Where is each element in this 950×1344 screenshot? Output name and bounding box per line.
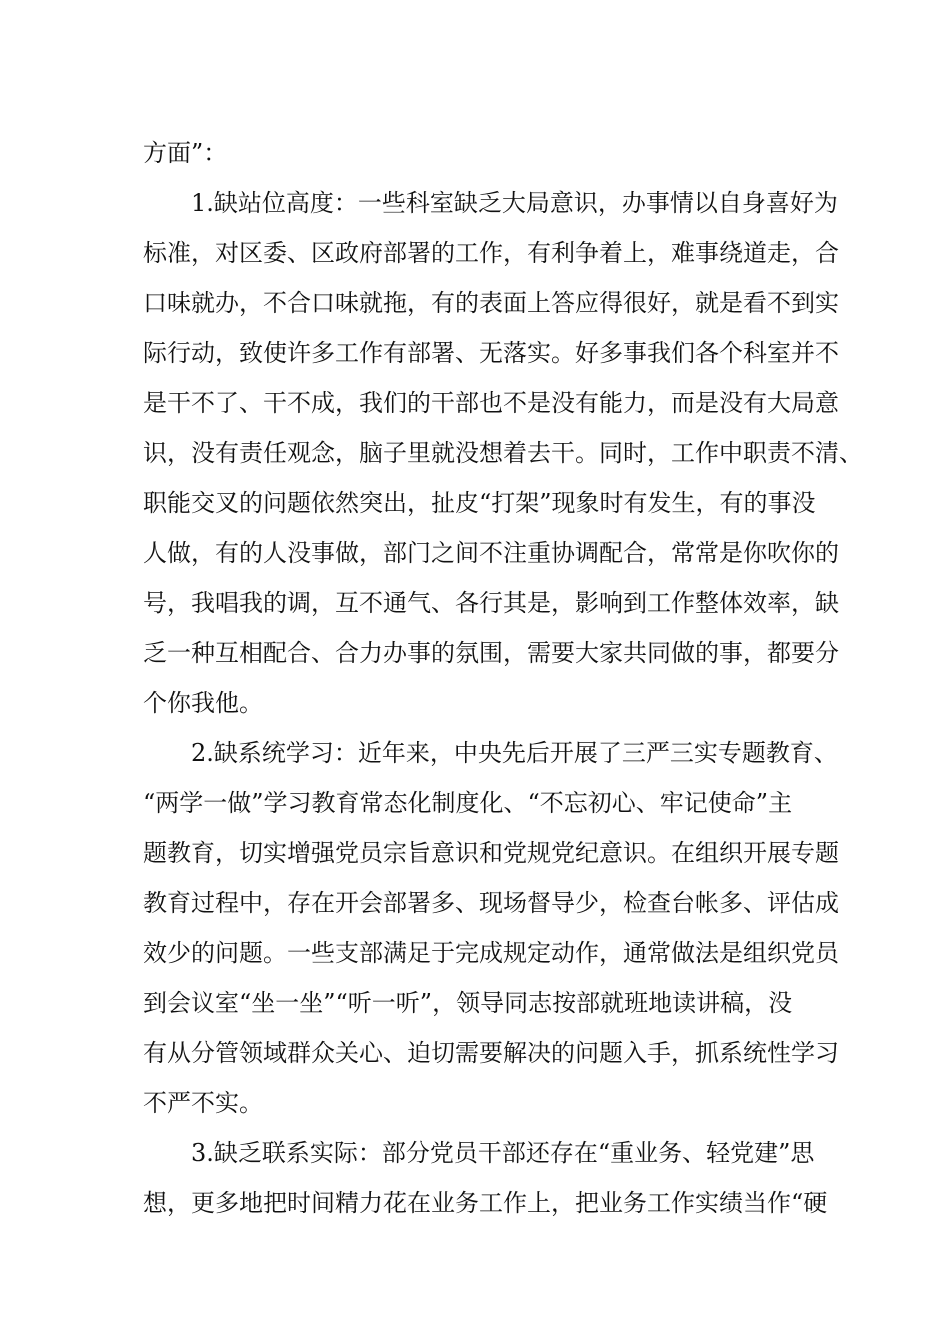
text-line: 是干不了、干不成，我们的干部也不是没有能力，而是没有大局意 xyxy=(143,389,839,417)
paragraph-3-first-line: 3.缺乏联系实际：部分党员干部还存在“重业务、轻党建”思 xyxy=(191,1139,815,1167)
paragraph-1-first-line: 1.缺站位高度：一些科室缺乏大局意识，办事情以自身喜好为 xyxy=(191,189,838,217)
text-line: 不严不实。 xyxy=(143,1089,263,1117)
text-line: 有从分管领域群众关心、迫切需要解决的问题入手，抓系统性学习 xyxy=(143,1039,839,1067)
text-line: 乏一种互相配合、合力办事的氛围，需要大家共同做的事，都要分 xyxy=(143,639,839,667)
text-line: 教育过程中，存在开会部署多、现场督导少，检查台帐多、评估成 xyxy=(143,889,839,917)
text-line: 标准，对区委、区政府部署的工作，有利争着上，难事绕道走，合 xyxy=(143,239,839,267)
text-line: 方面”： xyxy=(143,139,228,167)
text-line: 人做，有的人没事做，部门之间不注重协调配合，常常是你吹你的 xyxy=(143,539,839,567)
text-line: 号，我唱我的调，互不通气、各行其是，影响到工作整体效率，缺 xyxy=(143,589,839,617)
text-line: 效少的问题。一些支部满足于完成规定动作，通常做法是组织党员 xyxy=(143,939,839,967)
text-line: 际行动，致使许多工作有部署、无落实。好多事我们各个科室并不 xyxy=(143,339,839,367)
text-line: 口味就办，不合口味就拖，有的表面上答应得很好，就是看不到实 xyxy=(143,289,839,317)
text-line: 个你我他。 xyxy=(143,689,263,717)
text-line: 到会议室“坐一坐”“听一听”，领导同志按部就班地读讲稿，没 xyxy=(143,989,793,1017)
text-line: 识，没有责任观念，脑子里就没想着去干。同时，工作中职责不清、 xyxy=(143,439,863,467)
paragraph-2-first-line: 2.缺系统学习：近年来，中央先后开展了三严三实专题教育、 xyxy=(191,739,838,767)
text-line: “两学一做”学习教育常态化制度化、“不忘初心、牢记使命”主 xyxy=(143,789,793,817)
text-line: 想，更多地把时间精力花在业务工作上，把业务工作实绩当作“硬 xyxy=(143,1189,828,1217)
text-line: 职能交叉的问题依然突出，扯皮“打架”现象时有发生，有的事没 xyxy=(143,489,816,517)
text-line: 题教育，切实增强党员宗旨意识和党规党纪意识。在组织开展专题 xyxy=(143,839,839,867)
